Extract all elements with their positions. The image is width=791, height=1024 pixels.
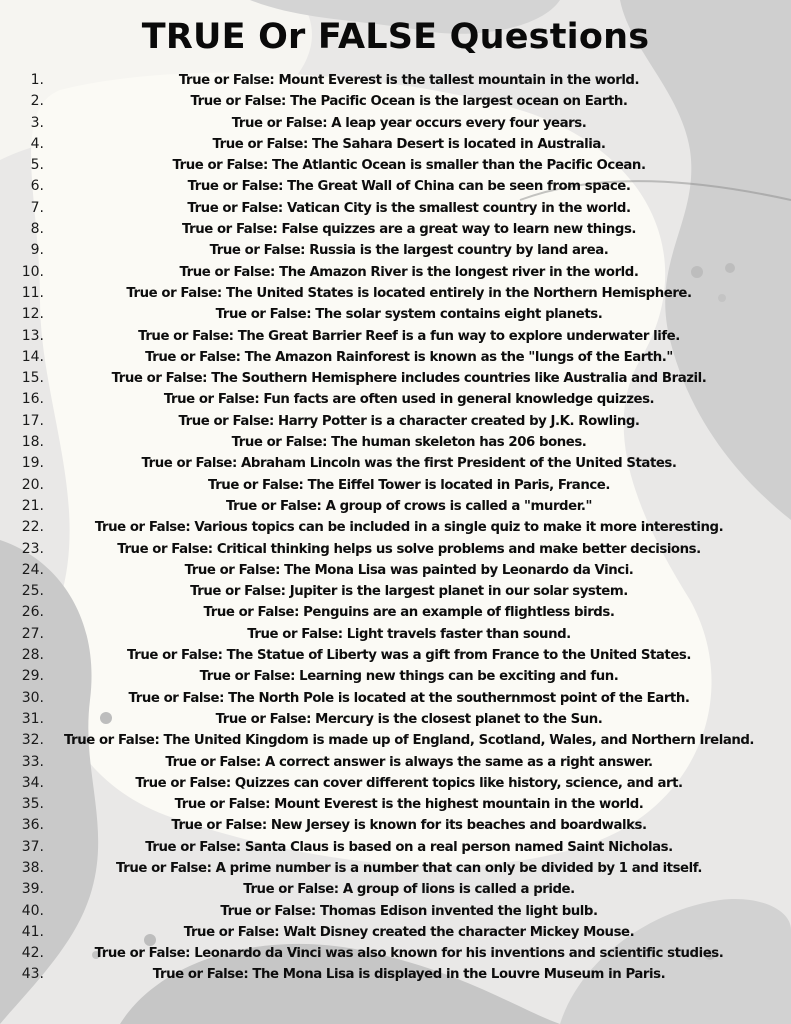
question-item bbox=[0, 368, 791, 389]
question-item bbox=[0, 539, 791, 560]
question-text: True or False: Leonardo da Vinci was also known for his inventions and scientific studies. bbox=[94, 946, 724, 962]
question-text: True or False: New Jersey is known for its beaches and boardwalks. bbox=[171, 818, 647, 834]
question-text: True or False: A prime number is a number that can only be divided by 1 and itself. bbox=[116, 860, 702, 876]
question-number: 29. bbox=[21, 668, 44, 685]
question-number: 6. bbox=[30, 178, 44, 195]
question-number: 15. bbox=[21, 370, 44, 387]
question-text: True or False: The Great Wall of China can be seen from space. bbox=[187, 179, 631, 195]
question-item bbox=[0, 262, 791, 283]
question-text: True or False: The North Pole is located at the southernmost point of the Earth. bbox=[128, 690, 690, 706]
question-number: 37. bbox=[21, 838, 44, 855]
question-item bbox=[0, 91, 791, 112]
question-text: True or False: False quizzes are a great way to learn new things. bbox=[181, 222, 637, 238]
question-item bbox=[0, 432, 791, 453]
question-number: 12. bbox=[21, 306, 44, 323]
question-number: 30. bbox=[21, 689, 44, 706]
question-number: 16. bbox=[21, 391, 44, 408]
question-number: 41. bbox=[21, 923, 44, 940]
question-text: True or False: The Great Barrier Reef is a fun way to explore underwater life. bbox=[138, 328, 680, 344]
question-item bbox=[0, 645, 791, 666]
question-item bbox=[0, 304, 791, 325]
question-item bbox=[0, 688, 791, 709]
question-item bbox=[0, 773, 791, 794]
question-number: 35. bbox=[21, 796, 44, 813]
question-number: 31. bbox=[21, 710, 44, 727]
question-item bbox=[0, 730, 791, 751]
question-text: True or False: The Statue of Liberty was a gift from France to the United States. bbox=[127, 648, 691, 664]
question-number: 8. bbox=[30, 221, 44, 238]
question-number: 28. bbox=[21, 647, 44, 664]
question-text: True or False: The Amazon Rainforest is known as the "lungs of the Earth." bbox=[145, 349, 673, 365]
question-number: 11. bbox=[21, 284, 44, 301]
question-text: True or False: The Eiffel Tower is located in Paris, France. bbox=[208, 477, 610, 493]
question-number: 9. bbox=[30, 242, 44, 259]
question-number: 4. bbox=[30, 135, 44, 152]
question-text: True or False: Penguins are an example of flightless birds. bbox=[203, 605, 615, 621]
question-text: True or False: Learning new things can be exciting and fun. bbox=[199, 669, 619, 685]
question-number: 40. bbox=[21, 902, 44, 919]
question-item bbox=[0, 602, 791, 623]
question-number: 39. bbox=[21, 881, 44, 898]
question-text: True or False: The Mona Lisa was painted by Leonardo da Vinci. bbox=[184, 562, 634, 578]
question-number: 33. bbox=[21, 753, 44, 770]
question-number: 1. bbox=[30, 72, 44, 88]
question-number: 19. bbox=[21, 455, 44, 472]
question-item bbox=[0, 858, 791, 879]
question-number: 24. bbox=[21, 561, 44, 578]
question-item bbox=[0, 347, 791, 368]
question-item bbox=[0, 240, 791, 261]
question-number: 17. bbox=[21, 412, 44, 429]
question-number: 13. bbox=[21, 327, 44, 344]
question-text: True or False: Mount Everest is the highest mountain in the world. bbox=[174, 797, 644, 813]
question-item bbox=[0, 752, 791, 773]
question-number: 36. bbox=[21, 817, 44, 834]
question-item bbox=[0, 198, 791, 219]
question-item bbox=[0, 134, 791, 155]
question-item bbox=[0, 624, 791, 645]
question-text: True or False: The Southern Hemisphere includes countries like Australia and Brazil. bbox=[111, 371, 707, 387]
question-text: True or False: A correct answer is always the same as a right answer. bbox=[165, 754, 653, 770]
question-item bbox=[0, 219, 791, 240]
question-item bbox=[0, 70, 791, 91]
question-text: True or False: Jupiter is the largest planet in our solar system. bbox=[190, 584, 628, 600]
question-text: True or False: Quizzes can cover different topics like history, science, and art. bbox=[135, 775, 683, 791]
question-text: True or False: Russia is the largest country by land area. bbox=[209, 243, 609, 259]
question-item bbox=[0, 943, 791, 964]
question-text: True or False: A group of lions is called a pride. bbox=[243, 882, 575, 898]
question-text: True or False: The United States is located entirely in the Northern Hemisphere. bbox=[126, 285, 692, 301]
question-item bbox=[0, 496, 791, 517]
question-item bbox=[0, 815, 791, 836]
question-number: 26. bbox=[21, 604, 44, 621]
question-number: 10. bbox=[21, 263, 44, 280]
question-list bbox=[0, 70, 791, 986]
question-item bbox=[0, 560, 791, 581]
question-number: 22. bbox=[21, 519, 44, 536]
question-text: True or False: The Amazon River is the longest river in the world. bbox=[179, 264, 639, 280]
question-text: True or False: The United Kingdom is made up of England, Scotland, Wales, and Northern Ireland. bbox=[63, 733, 755, 749]
question-number: 5. bbox=[30, 157, 44, 174]
question-text: True or False: Fun facts are often used in general knowledge quizzes. bbox=[163, 392, 655, 408]
question-item bbox=[0, 837, 791, 858]
question-number: 43. bbox=[21, 966, 44, 983]
question-text: True or False: The human skeleton has 206 bones. bbox=[231, 435, 587, 451]
question-number: 18. bbox=[21, 434, 44, 451]
question-number: 42. bbox=[21, 945, 44, 962]
question-text: True or False: Harry Potter is a character created by J.K. Rowling. bbox=[178, 413, 640, 429]
question-text: True or False: Thomas Edison invented the light bulb. bbox=[220, 903, 598, 919]
question-number: 7. bbox=[30, 199, 44, 216]
question-item bbox=[0, 389, 791, 410]
question-item bbox=[0, 283, 791, 304]
question-number: 27. bbox=[21, 625, 44, 642]
question-number: 2. bbox=[30, 93, 44, 110]
question-number: 3. bbox=[30, 114, 44, 131]
question-text: True or False: The Pacific Ocean is the largest ocean on Earth. bbox=[190, 94, 628, 110]
question-text: True or False: The Sahara Desert is located in Australia. bbox=[212, 136, 606, 152]
question-number: 21. bbox=[21, 497, 44, 514]
question-item bbox=[0, 176, 791, 197]
question-text: True or False: Critical thinking helps us solve problems and make better decisions. bbox=[117, 541, 701, 557]
question-item bbox=[0, 922, 791, 943]
question-text: True or False: Mercury is the closest planet to the Sun. bbox=[215, 711, 603, 727]
question-number: 32. bbox=[21, 732, 44, 749]
question-item bbox=[0, 326, 791, 347]
question-text: True or False: Mount Everest is the tallest mountain in the world. bbox=[178, 73, 640, 88]
page-title: TRUE Or FALSE Questions bbox=[141, 17, 650, 57]
question-item bbox=[0, 453, 791, 474]
question-number: 25. bbox=[21, 583, 44, 600]
question-text: True or False: The Atlantic Ocean is smaller than the Pacific Ocean. bbox=[172, 158, 646, 174]
question-item bbox=[0, 411, 791, 432]
question-item bbox=[0, 666, 791, 687]
question-item bbox=[0, 475, 791, 496]
question-text: True or False: Various topics can be included in a single quiz to make it more interesting. bbox=[94, 520, 724, 536]
question-text: True or False: A group of crows is called a "murder." bbox=[226, 498, 592, 514]
question-text: True or False: Santa Claus is based on a real person named Saint Nicholas. bbox=[145, 839, 673, 855]
question-number: 20. bbox=[21, 476, 44, 493]
question-item bbox=[0, 901, 791, 922]
question-item bbox=[0, 879, 791, 900]
question-number: 23. bbox=[21, 540, 44, 557]
question-text: True or False: The Mona Lisa is displayed in the Louvre Museum in Paris. bbox=[152, 967, 666, 983]
question-number: 34. bbox=[21, 774, 44, 791]
question-text: True or False: Light travels faster than sound. bbox=[247, 626, 571, 642]
question-item bbox=[0, 113, 791, 134]
question-item bbox=[0, 581, 791, 602]
question-item bbox=[0, 709, 791, 730]
question-item bbox=[0, 155, 791, 176]
question-text: True or False: The solar system contains eight planets. bbox=[215, 307, 603, 323]
question-text: True or False: Abraham Lincoln was the first President of the United States. bbox=[141, 456, 677, 472]
question-text: True or False: Walt Disney created the character Mickey Mouse. bbox=[183, 924, 635, 940]
question-number: 14. bbox=[21, 348, 44, 365]
question-item bbox=[0, 517, 791, 538]
question-text: True or False: Vatican City is the smallest country in the world. bbox=[187, 200, 631, 216]
question-text: True or False: A leap year occurs every four years. bbox=[231, 115, 587, 131]
question-item bbox=[0, 964, 791, 985]
question-number: 38. bbox=[21, 859, 44, 876]
question-item bbox=[0, 794, 791, 815]
